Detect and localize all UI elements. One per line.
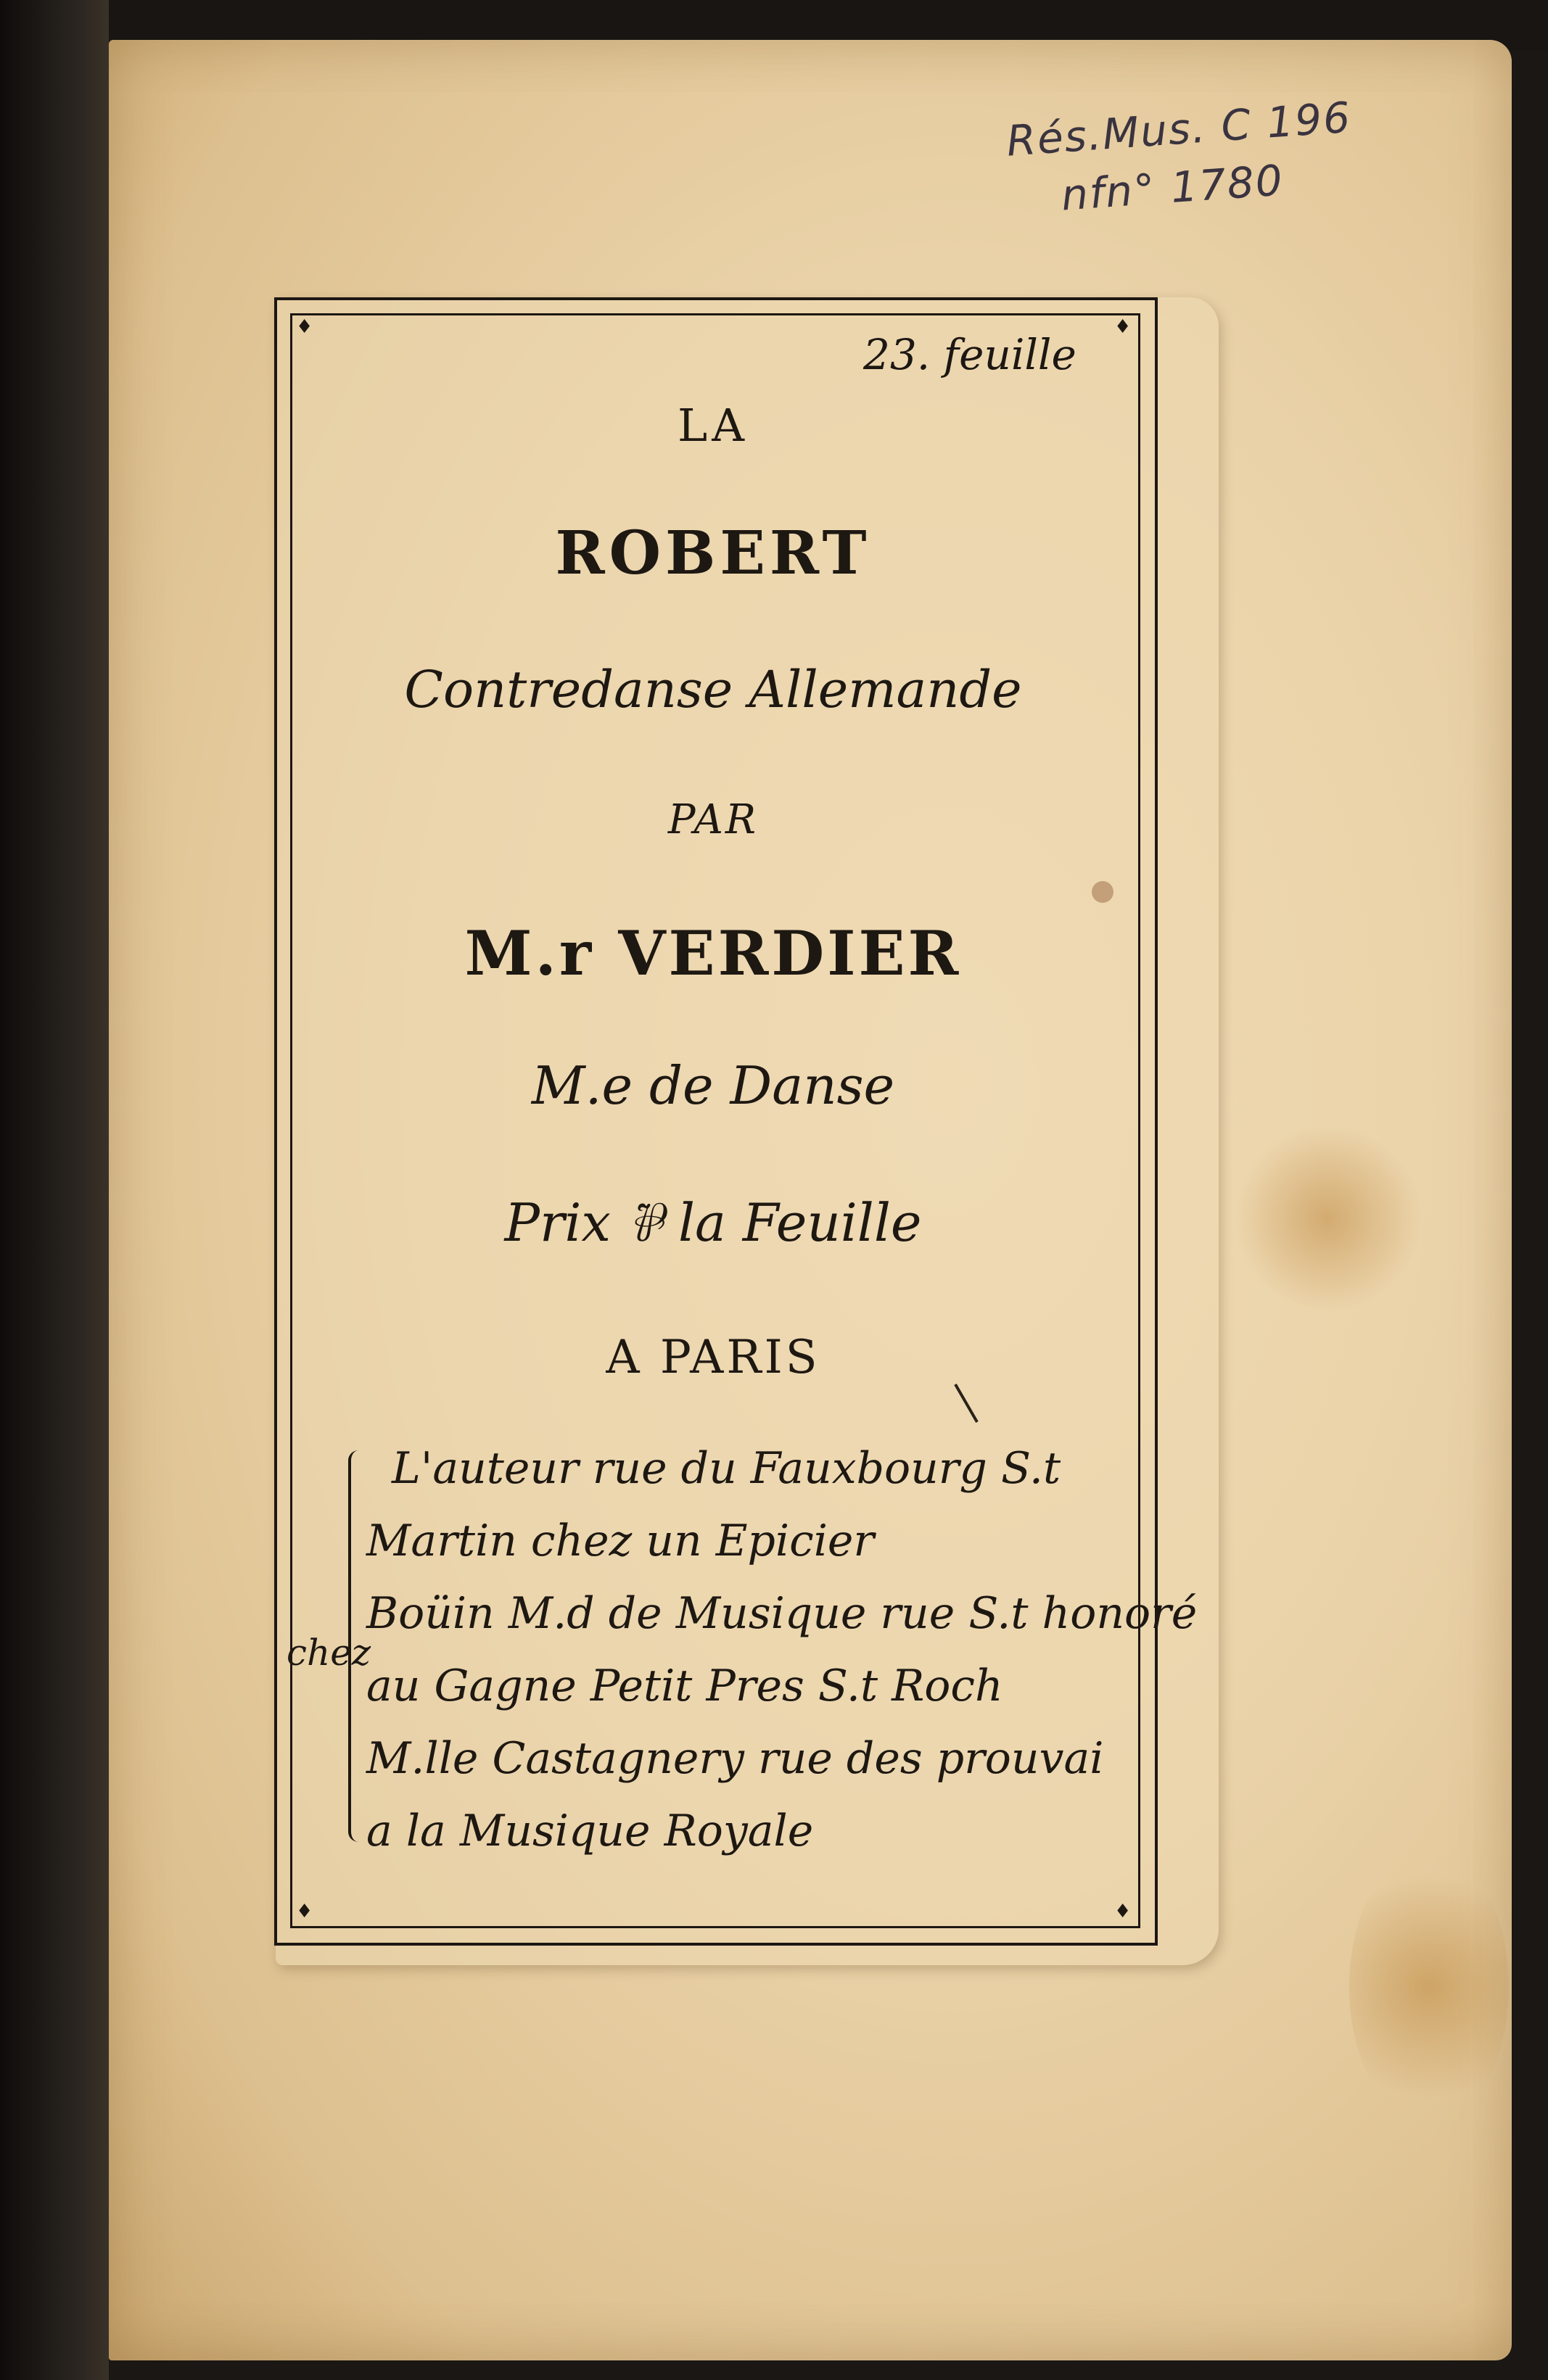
corner-ornament-bottom-right: ♦ (1114, 1901, 1132, 1922)
city-line: A PARIS (606, 1331, 820, 1384)
corner-ornament-top-left: ♦ (296, 316, 313, 338)
sheet-count-annotation: 23. feuille (863, 330, 1076, 379)
corner-ornament-bottom-left: ♦ (296, 1901, 313, 1922)
title-name: ROBERT (555, 518, 871, 588)
chez-label: chez (287, 1632, 371, 1674)
title-genre: Contredanse Allemande (404, 660, 1022, 719)
archive-shelfmark (1005, 91, 1354, 228)
address-line: Martin chez un Epicier (366, 1516, 875, 1566)
address-line: L'auteur rue du Fauxbourg S.t (392, 1443, 1061, 1494)
author-role: M.e de Danse (531, 1055, 895, 1116)
archive-shelfmark-line2: nfn° 1780 (1059, 155, 1285, 220)
address-line: M.lle Castagnery rue des prouvai (366, 1733, 1104, 1784)
author-name: M.r VERDIER (464, 917, 962, 989)
corner-ornament-top-right: ♦ (1114, 316, 1132, 338)
background-left (0, 0, 109, 2380)
address-line: au Gagne Petit Pres S.t Roch (366, 1661, 1003, 1711)
price-line: Prix ⅌ la Feuille (504, 1192, 922, 1253)
title-article: LA (678, 399, 749, 452)
address-line: Boüin M.d de Musique rue S.t honoré (366, 1588, 1198, 1639)
address-line: a la Musique Royale (366, 1806, 814, 1856)
stain-right (1233, 1124, 1422, 1313)
archive-shelfmark-line1: Rés.Mus. C 196 (1005, 92, 1354, 166)
title-par: PAR (667, 796, 759, 843)
stain-bottom-right (1349, 1849, 1509, 2125)
